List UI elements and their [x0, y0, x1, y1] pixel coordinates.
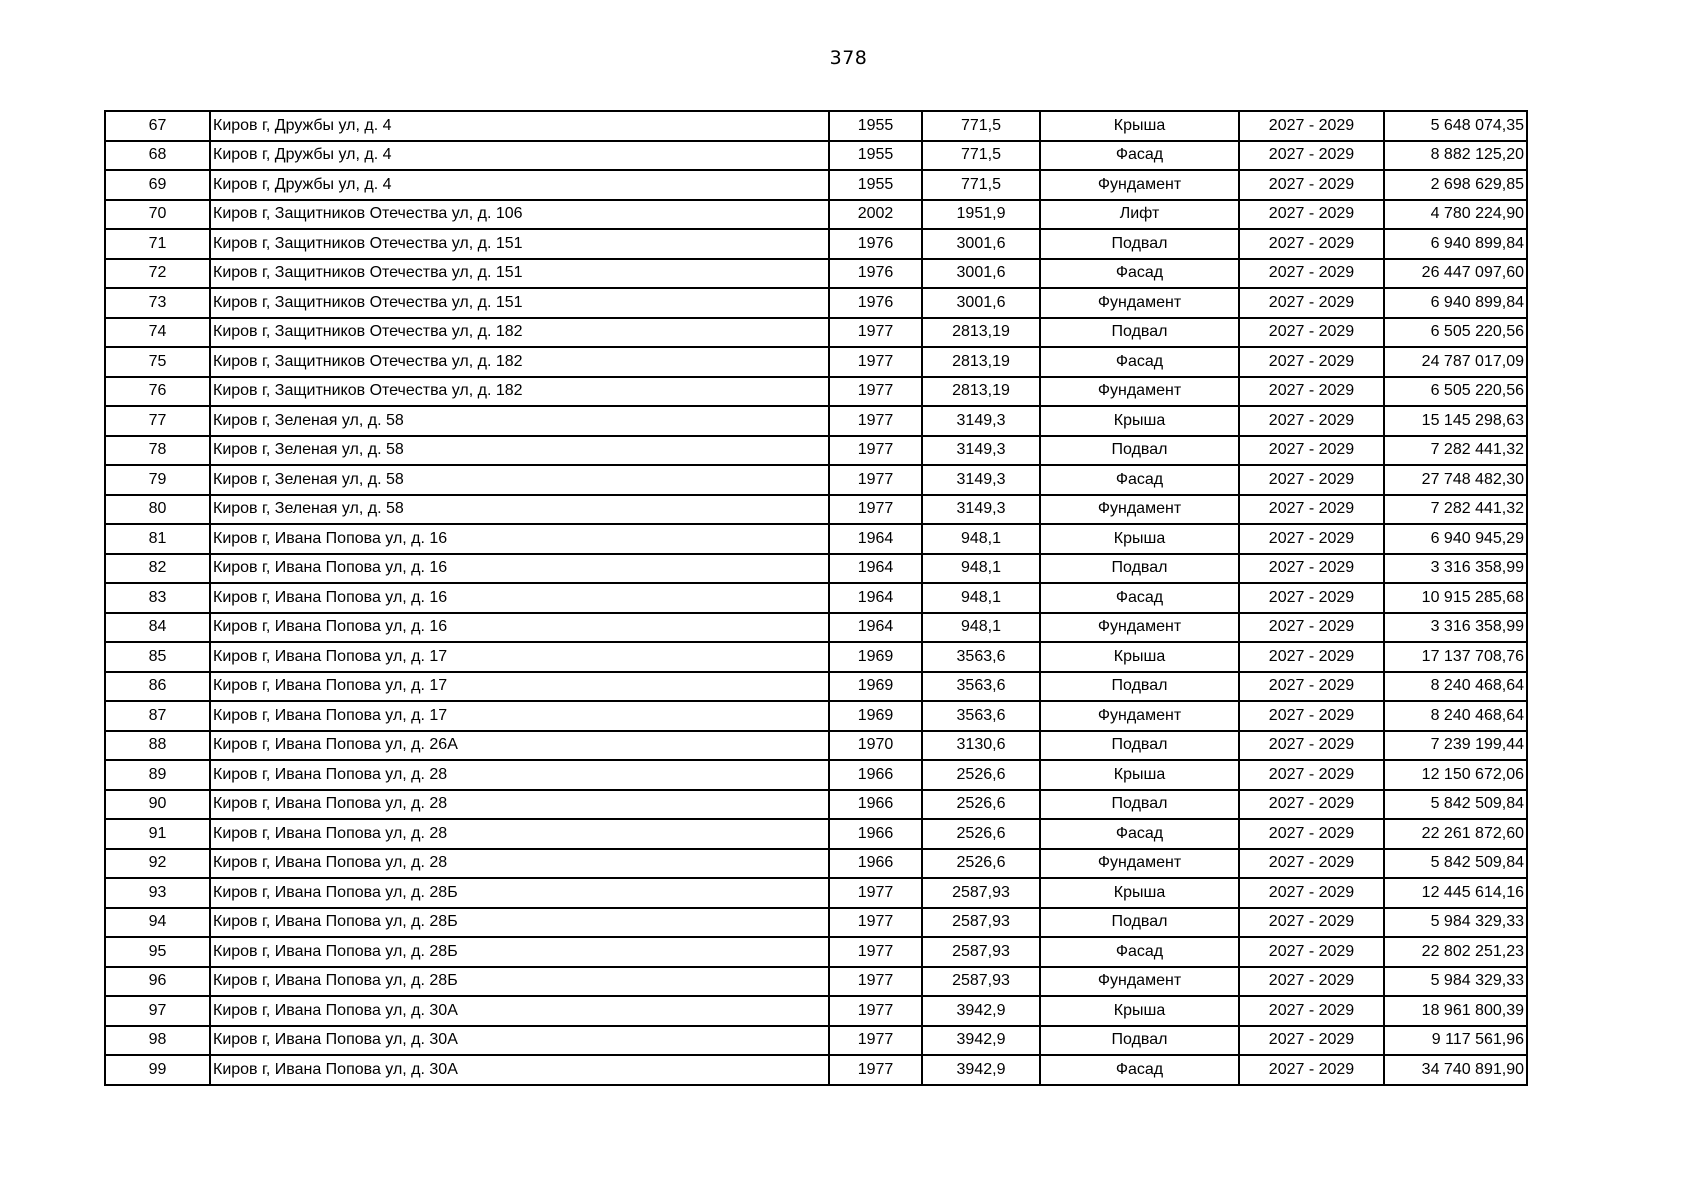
work-type-cell: Фасад: [1040, 465, 1239, 495]
row-number-cell: 69: [105, 170, 210, 200]
build-year-cell: 1977: [829, 1055, 922, 1085]
address-cell: Киров г, Ивана Попова ул, д. 28: [210, 790, 829, 820]
area-cell: 3149,3: [922, 436, 1040, 466]
period-cell: 2027 - 2029: [1239, 613, 1384, 643]
address-cell: Киров г, Ивана Попова ул, д. 16: [210, 554, 829, 584]
cost-cell: 2 698 629,85: [1384, 170, 1527, 200]
build-year-cell: 2002: [829, 200, 922, 230]
row-number-cell: 99: [105, 1055, 210, 1085]
area-cell: 948,1: [922, 524, 1040, 554]
table-row: [105, 1055, 1527, 1085]
build-year-cell: 1969: [829, 672, 922, 702]
row-number-cell: 79: [105, 465, 210, 495]
area-cell: 948,1: [922, 583, 1040, 613]
address-cell: Киров г, Ивана Попова ул, д. 17: [210, 672, 829, 702]
table-row: [105, 436, 1527, 466]
area-cell: 3942,9: [922, 1026, 1040, 1056]
work-type-cell: Подвал: [1040, 731, 1239, 761]
build-year-cell: 1966: [829, 849, 922, 879]
work-type-cell: Лифт: [1040, 200, 1239, 230]
cost-cell: 5 842 509,84: [1384, 790, 1527, 820]
row-number-cell: 85: [105, 642, 210, 672]
period-cell: 2027 - 2029: [1239, 701, 1384, 731]
repair-schedule-table: [104, 110, 1528, 1086]
build-year-cell: 1964: [829, 554, 922, 584]
address-cell: Киров г, Ивана Попова ул, д. 26А: [210, 731, 829, 761]
work-type-cell: Подвал: [1040, 1026, 1239, 1056]
cost-cell: 12 445 614,16: [1384, 878, 1527, 908]
cost-cell: 24 787 017,09: [1384, 347, 1527, 377]
cost-cell: 18 961 800,39: [1384, 996, 1527, 1026]
table-row: [105, 229, 1527, 259]
period-cell: 2027 - 2029: [1239, 937, 1384, 967]
address-cell: Киров г, Защитников Отечества ул, д. 151: [210, 229, 829, 259]
row-number-cell: 73: [105, 288, 210, 318]
work-type-cell: Фасад: [1040, 259, 1239, 289]
row-number-cell: 88: [105, 731, 210, 761]
row-number-cell: 68: [105, 141, 210, 171]
table-row: [105, 908, 1527, 938]
cost-cell: 3 316 358,99: [1384, 613, 1527, 643]
address-cell: Киров г, Защитников Отечества ул, д. 151: [210, 288, 829, 318]
period-cell: 2027 - 2029: [1239, 967, 1384, 997]
row-number-cell: 96: [105, 967, 210, 997]
area-cell: 3942,9: [922, 1055, 1040, 1085]
area-cell: 771,5: [922, 170, 1040, 200]
work-type-cell: Крыша: [1040, 406, 1239, 436]
address-cell: Киров г, Зеленая ул, д. 58: [210, 495, 829, 525]
period-cell: 2027 - 2029: [1239, 819, 1384, 849]
cost-cell: 7 282 441,32: [1384, 495, 1527, 525]
period-cell: 2027 - 2029: [1239, 200, 1384, 230]
table-row: [105, 170, 1527, 200]
period-cell: 2027 - 2029: [1239, 554, 1384, 584]
area-cell: 771,5: [922, 141, 1040, 171]
build-year-cell: 1955: [829, 141, 922, 171]
build-year-cell: 1955: [829, 170, 922, 200]
table-row: [105, 790, 1527, 820]
period-cell: 2027 - 2029: [1239, 377, 1384, 407]
build-year-cell: 1966: [829, 760, 922, 790]
table-row: [105, 200, 1527, 230]
row-number-cell: 95: [105, 937, 210, 967]
address-cell: Киров г, Ивана Попова ул, д. 28: [210, 760, 829, 790]
row-number-cell: 78: [105, 436, 210, 466]
row-number-cell: 97: [105, 996, 210, 1026]
address-cell: Киров г, Зеленая ул, д. 58: [210, 406, 829, 436]
table-row: [105, 701, 1527, 731]
table-row: [105, 642, 1527, 672]
address-cell: Киров г, Ивана Попова ул, д. 30А: [210, 1055, 829, 1085]
cost-cell: 9 117 561,96: [1384, 1026, 1527, 1056]
address-cell: Киров г, Дружбы ул, д. 4: [210, 111, 829, 141]
address-cell: Киров г, Защитников Отечества ул, д. 182: [210, 347, 829, 377]
address-cell: Киров г, Ивана Попова ул, д. 17: [210, 701, 829, 731]
period-cell: 2027 - 2029: [1239, 111, 1384, 141]
work-type-cell: Фундамент: [1040, 967, 1239, 997]
build-year-cell: 1976: [829, 288, 922, 318]
period-cell: 2027 - 2029: [1239, 406, 1384, 436]
area-cell: 3563,6: [922, 701, 1040, 731]
build-year-cell: 1976: [829, 229, 922, 259]
table-row: [105, 878, 1527, 908]
build-year-cell: 1977: [829, 937, 922, 967]
work-type-cell: Подвал: [1040, 672, 1239, 702]
cost-cell: 5 984 329,33: [1384, 908, 1527, 938]
build-year-cell: 1977: [829, 347, 922, 377]
period-cell: 2027 - 2029: [1239, 318, 1384, 348]
row-number-cell: 71: [105, 229, 210, 259]
table-row: [105, 996, 1527, 1026]
cost-cell: 12 150 672,06: [1384, 760, 1527, 790]
period-cell: 2027 - 2029: [1239, 1055, 1384, 1085]
period-cell: 2027 - 2029: [1239, 524, 1384, 554]
table-row: [105, 406, 1527, 436]
cost-cell: 22 802 251,23: [1384, 937, 1527, 967]
address-cell: Киров г, Дружбы ул, д. 4: [210, 141, 829, 171]
build-year-cell: 1977: [829, 377, 922, 407]
table-row: [105, 554, 1527, 584]
row-number-cell: 84: [105, 613, 210, 643]
cost-cell: 8 240 468,64: [1384, 672, 1527, 702]
address-cell: Киров г, Ивана Попова ул, д. 28Б: [210, 967, 829, 997]
row-number-cell: 83: [105, 583, 210, 613]
cost-cell: 5 984 329,33: [1384, 967, 1527, 997]
cost-cell: 17 137 708,76: [1384, 642, 1527, 672]
area-cell: 1951,9: [922, 200, 1040, 230]
row-number-cell: 86: [105, 672, 210, 702]
table-row: [105, 1026, 1527, 1056]
work-type-cell: Фундамент: [1040, 170, 1239, 200]
work-type-cell: Фундамент: [1040, 495, 1239, 525]
area-cell: 3001,6: [922, 259, 1040, 289]
area-cell: 3149,3: [922, 465, 1040, 495]
area-cell: 3001,6: [922, 229, 1040, 259]
build-year-cell: 1976: [829, 259, 922, 289]
work-type-cell: Крыша: [1040, 760, 1239, 790]
row-number-cell: 74: [105, 318, 210, 348]
build-year-cell: 1977: [829, 465, 922, 495]
row-number-cell: 90: [105, 790, 210, 820]
work-type-cell: Фасад: [1040, 819, 1239, 849]
work-type-cell: Фасад: [1040, 937, 1239, 967]
period-cell: 2027 - 2029: [1239, 141, 1384, 171]
row-number-cell: 91: [105, 819, 210, 849]
work-type-cell: Подвал: [1040, 436, 1239, 466]
address-cell: Киров г, Ивана Попова ул, д. 30А: [210, 996, 829, 1026]
row-number-cell: 89: [105, 760, 210, 790]
row-number-cell: 77: [105, 406, 210, 436]
page-number: 378: [829, 47, 868, 69]
table-row: [105, 377, 1527, 407]
period-cell: 2027 - 2029: [1239, 996, 1384, 1026]
work-type-cell: Фундамент: [1040, 377, 1239, 407]
work-type-cell: Подвал: [1040, 790, 1239, 820]
table-body: [105, 111, 1527, 1085]
area-cell: 3130,6: [922, 731, 1040, 761]
period-cell: 2027 - 2029: [1239, 760, 1384, 790]
table-row: [105, 141, 1527, 171]
work-type-cell: Подвал: [1040, 318, 1239, 348]
period-cell: 2027 - 2029: [1239, 170, 1384, 200]
address-cell: Киров г, Ивана Попова ул, д. 17: [210, 642, 829, 672]
area-cell: 3563,6: [922, 642, 1040, 672]
build-year-cell: 1977: [829, 967, 922, 997]
work-type-cell: Крыша: [1040, 524, 1239, 554]
address-cell: Киров г, Защитников Отечества ул, д. 182: [210, 318, 829, 348]
address-cell: Киров г, Ивана Попова ул, д. 28Б: [210, 908, 829, 938]
period-cell: 2027 - 2029: [1239, 495, 1384, 525]
address-cell: Киров г, Ивана Попова ул, д. 28Б: [210, 937, 829, 967]
address-cell: Киров г, Ивана Попова ул, д. 16: [210, 524, 829, 554]
area-cell: 3001,6: [922, 288, 1040, 318]
work-type-cell: Фундамент: [1040, 613, 1239, 643]
table-row: [105, 967, 1527, 997]
period-cell: 2027 - 2029: [1239, 347, 1384, 377]
build-year-cell: 1966: [829, 819, 922, 849]
table-row: [105, 849, 1527, 879]
area-cell: 2813,19: [922, 318, 1040, 348]
work-type-cell: Фундамент: [1040, 701, 1239, 731]
row-number-cell: 80: [105, 495, 210, 525]
area-cell: 2587,93: [922, 967, 1040, 997]
area-cell: 948,1: [922, 613, 1040, 643]
build-year-cell: 1955: [829, 111, 922, 141]
area-cell: 771,5: [922, 111, 1040, 141]
period-cell: 2027 - 2029: [1239, 229, 1384, 259]
cost-cell: 15 145 298,63: [1384, 406, 1527, 436]
build-year-cell: 1970: [829, 731, 922, 761]
cost-cell: 8 240 468,64: [1384, 701, 1527, 731]
address-cell: Киров г, Защитников Отечества ул, д. 151: [210, 259, 829, 289]
address-cell: Киров г, Ивана Попова ул, д. 16: [210, 583, 829, 613]
work-type-cell: Фундамент: [1040, 849, 1239, 879]
period-cell: 2027 - 2029: [1239, 642, 1384, 672]
address-cell: Киров г, Ивана Попова ул, д. 28: [210, 819, 829, 849]
table-row: [105, 524, 1527, 554]
area-cell: 3563,6: [922, 672, 1040, 702]
period-cell: 2027 - 2029: [1239, 672, 1384, 702]
area-cell: 2526,6: [922, 790, 1040, 820]
table-row: [105, 318, 1527, 348]
cost-cell: 7 282 441,32: [1384, 436, 1527, 466]
table-row: [105, 111, 1527, 141]
build-year-cell: 1964: [829, 524, 922, 554]
area-cell: 2587,93: [922, 937, 1040, 967]
area-cell: 3149,3: [922, 495, 1040, 525]
period-cell: 2027 - 2029: [1239, 583, 1384, 613]
address-cell: Киров г, Защитников Отечества ул, д. 106: [210, 200, 829, 230]
row-number-cell: 81: [105, 524, 210, 554]
cost-cell: 5 648 074,35: [1384, 111, 1527, 141]
area-cell: 2587,93: [922, 908, 1040, 938]
work-type-cell: Фасад: [1040, 141, 1239, 171]
work-type-cell: Фасад: [1040, 583, 1239, 613]
row-number-cell: 76: [105, 377, 210, 407]
table-row: [105, 288, 1527, 318]
build-year-cell: 1964: [829, 583, 922, 613]
cost-cell: 4 780 224,90: [1384, 200, 1527, 230]
period-cell: 2027 - 2029: [1239, 731, 1384, 761]
build-year-cell: 1969: [829, 701, 922, 731]
address-cell: Киров г, Зеленая ул, д. 58: [210, 436, 829, 466]
cost-cell: 6 940 945,29: [1384, 524, 1527, 554]
row-number-cell: 93: [105, 878, 210, 908]
row-number-cell: 82: [105, 554, 210, 584]
table-row: [105, 760, 1527, 790]
cost-cell: 8 882 125,20: [1384, 141, 1527, 171]
build-year-cell: 1964: [829, 613, 922, 643]
row-number-cell: 72: [105, 259, 210, 289]
row-number-cell: 87: [105, 701, 210, 731]
cost-cell: 22 261 872,60: [1384, 819, 1527, 849]
work-type-cell: Подвал: [1040, 908, 1239, 938]
area-cell: 2526,6: [922, 849, 1040, 879]
build-year-cell: 1969: [829, 642, 922, 672]
address-cell: Киров г, Защитников Отечества ул, д. 182: [210, 377, 829, 407]
period-cell: 2027 - 2029: [1239, 288, 1384, 318]
period-cell: 2027 - 2029: [1239, 908, 1384, 938]
area-cell: 3149,3: [922, 406, 1040, 436]
area-cell: 2526,6: [922, 819, 1040, 849]
period-cell: 2027 - 2029: [1239, 259, 1384, 289]
area-cell: 2813,19: [922, 377, 1040, 407]
period-cell: 2027 - 2029: [1239, 1026, 1384, 1056]
row-number-cell: 67: [105, 111, 210, 141]
build-year-cell: 1977: [829, 495, 922, 525]
period-cell: 2027 - 2029: [1239, 849, 1384, 879]
cost-cell: 7 239 199,44: [1384, 731, 1527, 761]
row-number-cell: 92: [105, 849, 210, 879]
address-cell: Киров г, Ивана Попова ул, д. 28: [210, 849, 829, 879]
build-year-cell: 1977: [829, 996, 922, 1026]
work-type-cell: Фасад: [1040, 347, 1239, 377]
area-cell: 3942,9: [922, 996, 1040, 1026]
row-number-cell: 94: [105, 908, 210, 938]
cost-cell: 6 505 220,56: [1384, 318, 1527, 348]
build-year-cell: 1977: [829, 908, 922, 938]
work-type-cell: Крыша: [1040, 996, 1239, 1026]
cost-cell: 26 447 097,60: [1384, 259, 1527, 289]
table-row: [105, 495, 1527, 525]
address-cell: Киров г, Зеленая ул, д. 58: [210, 465, 829, 495]
period-cell: 2027 - 2029: [1239, 790, 1384, 820]
cost-cell: 3 316 358,99: [1384, 554, 1527, 584]
work-type-cell: Крыша: [1040, 878, 1239, 908]
work-type-cell: Фасад: [1040, 1055, 1239, 1085]
build-year-cell: 1977: [829, 436, 922, 466]
period-cell: 2027 - 2029: [1239, 878, 1384, 908]
table-row: [105, 465, 1527, 495]
build-year-cell: 1977: [829, 406, 922, 436]
cost-cell: 6 940 899,84: [1384, 229, 1527, 259]
period-cell: 2027 - 2029: [1239, 465, 1384, 495]
row-number-cell: 70: [105, 200, 210, 230]
period-cell: 2027 - 2029: [1239, 436, 1384, 466]
table-row: [105, 731, 1527, 761]
build-year-cell: 1977: [829, 318, 922, 348]
table-row: [105, 259, 1527, 289]
table-row: [105, 672, 1527, 702]
address-cell: Киров г, Ивана Попова ул, д. 30А: [210, 1026, 829, 1056]
work-type-cell: Крыша: [1040, 642, 1239, 672]
row-number-cell: 75: [105, 347, 210, 377]
cost-cell: 6 505 220,56: [1384, 377, 1527, 407]
address-cell: Киров г, Ивана Попова ул, д. 16: [210, 613, 829, 643]
area-cell: 2813,19: [922, 347, 1040, 377]
address-cell: Киров г, Дружбы ул, д. 4: [210, 170, 829, 200]
table-row: [105, 819, 1527, 849]
cost-cell: 5 842 509,84: [1384, 849, 1527, 879]
work-type-cell: Подвал: [1040, 229, 1239, 259]
table-row: [105, 583, 1527, 613]
address-cell: Киров г, Ивана Попова ул, д. 28Б: [210, 878, 829, 908]
build-year-cell: 1966: [829, 790, 922, 820]
cost-cell: 10 915 285,68: [1384, 583, 1527, 613]
build-year-cell: 1977: [829, 878, 922, 908]
row-number-cell: 98: [105, 1026, 210, 1056]
work-type-cell: Крыша: [1040, 111, 1239, 141]
work-type-cell: Подвал: [1040, 554, 1239, 584]
build-year-cell: 1977: [829, 1026, 922, 1056]
area-cell: 2587,93: [922, 878, 1040, 908]
cost-cell: 34 740 891,90: [1384, 1055, 1527, 1085]
table-row: [105, 347, 1527, 377]
area-cell: 948,1: [922, 554, 1040, 584]
cost-cell: 6 940 899,84: [1384, 288, 1527, 318]
table-row: [105, 613, 1527, 643]
area-cell: 2526,6: [922, 760, 1040, 790]
cost-cell: 27 748 482,30: [1384, 465, 1527, 495]
table-row: [105, 937, 1527, 967]
work-type-cell: Фундамент: [1040, 288, 1239, 318]
